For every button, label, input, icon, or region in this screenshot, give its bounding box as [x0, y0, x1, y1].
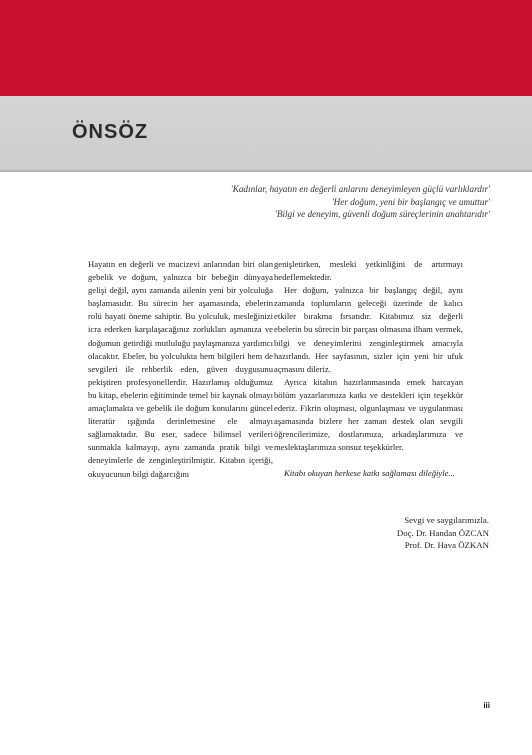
epigraph	[150, 183, 490, 221]
body-paragraph: genişletirken, mesleki yetkinliğini de artırmayı hedeflemektedir.	[274, 259, 463, 283]
signature-block	[397, 514, 489, 552]
closing-wish: Kitabı okuyan herkese katkı sağlaması dileğiyle...	[284, 468, 455, 479]
body-paragraph: Her doğum, yalnızca bir başlangıç değil, aynı zamanda toplumların geleceği üzerinde de kalıcı etkiler bırakma fırsatıdır. Kitabımız siz değerli ebelerin bu sürecin bir parçası olmasına ilham vermek, bilgi ve deneyimlerini zenginleştirmek amacıyla hazırlandı. Her sayfasının, sizler için yeni bir ufuk açmasını dileriz.	[274, 285, 463, 374]
epigraph-line-1: 'Kadınlar, hayatın en değerli anlarını deneyimleyen güçlü varlıklardır'	[230, 184, 490, 194]
red-header-band	[0, 0, 532, 96]
signature-greeting: Sevgi ve saygılarımızla.	[404, 515, 489, 525]
signature-author-2: Prof. Dr. Hava ÖZKAN	[404, 540, 489, 551]
signature-author-1: Doç. Dr. Handan ÖZCAN	[396, 527, 489, 538]
epigraph-line-3: 'Bilgi ve deneyim, güvenli doğum süreçlerinin anahtarıdır'	[274, 209, 490, 219]
page-number: iii	[483, 701, 490, 710]
body-left-column	[88, 258, 273, 481]
body-paragraph: Hayatın en değerli ve mucizevi anlarından biri olan gebelik ve doğum, yalnızca bir bebeğin dünyaya gelişi değil, aynı zamanda ailenin yeni bir yolculuğa başlamasıdır. Bu sürecin her aşamasında, ebelerin rolü hayati öneme sahiptir. Bu yolculuk, mesleğinizi icra ederken karşılaşacağınız zorlukları aşmanıza ve doğumun getirdiği mutluluğu paylaşmanıza yardımcı olacaktır. Ebeler, bu yolculukta hem bilgileri hem de sevgileri ile rehberlik eden, güven duygusunu pekiştiren profesyonellerdir. Hazırlamış olduğumuz bu kitap, ebelerin eğitiminde temel bir kaynak olmayı amaçlamakta ve gebelik ile doğum konularını güncel literatür ışığında derinlemesine ele almayı sağlamaktadır. Bu eser, sadece bilimsel verileri sunmakla kalmayıp, aynı zamanda pratik bilgi ve deneyimlerle de zenginleştirilmiştir. Kitabın içeriği, okuyucunun bilgi dağarcığını	[88, 259, 273, 479]
epigraph-line-2: 'Her doğum, yeni bir başlangıç ve umuttur'	[331, 196, 490, 207]
body-right-column	[274, 258, 463, 481]
page-title: ÖNSÖZ	[72, 121, 149, 143]
body-paragraph: Ayrıca kitabın hazırlanmasında emek harcayan bölüm yazarlarımıza katkı ve destekleri için teşekkür ederiz. Fikrin oluşması, olgunlaşması ve uygulanması aşamasında bizlere her zaman destek olan sevgili öğrencilerimize, dostlarımıza, arkadaşlarımıza ve meslektaşlarımıza sonsuz teşekkürler.	[274, 376, 463, 453]
